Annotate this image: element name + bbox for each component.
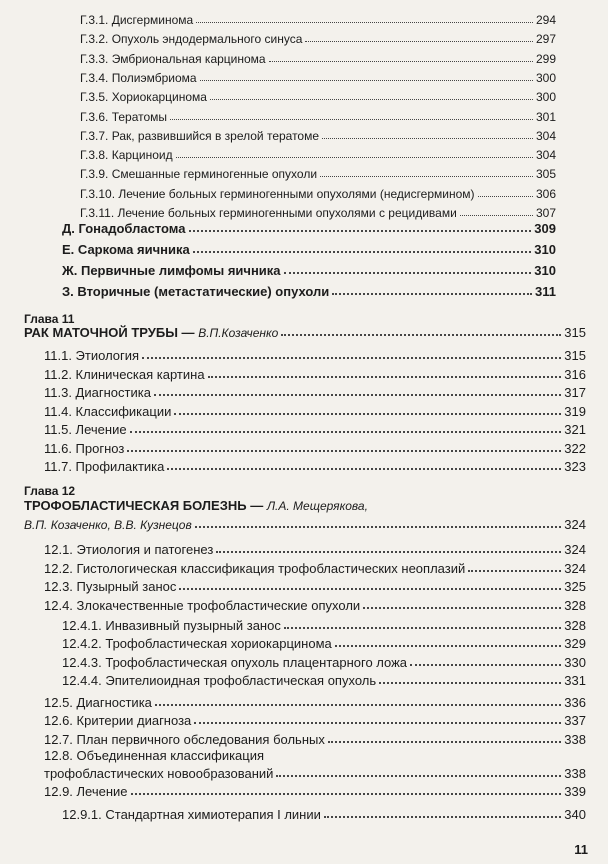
dot-leader bbox=[130, 431, 562, 433]
toc-entry-page: 322 bbox=[564, 440, 586, 456]
toc-entry bbox=[44, 599, 586, 612]
toc-entry bbox=[44, 460, 586, 473]
chapter-11-label: Глава 11 bbox=[24, 312, 75, 326]
dot-leader bbox=[320, 176, 533, 177]
toc-entry-title: 11.3. Диагностика bbox=[44, 385, 151, 400]
dot-leader bbox=[200, 80, 533, 81]
toc-entry-page: 299 bbox=[535, 51, 556, 66]
toc-entry-title: 12.5. Диагностика bbox=[44, 695, 152, 710]
dot-leader bbox=[208, 376, 562, 378]
dot-leader bbox=[305, 41, 533, 42]
toc-entry-title: 11.1. Этиология bbox=[44, 348, 140, 363]
section-12-9: 12.9. Лечение 339 bbox=[44, 784, 586, 799]
chapter-12-title-row bbox=[24, 518, 586, 531]
toc-entry-page: 310 bbox=[534, 263, 556, 278]
dot-leader bbox=[284, 272, 532, 274]
toc-entry-page: 301 bbox=[535, 109, 556, 124]
chapter-12-title-line bbox=[24, 499, 368, 512]
toc-entry-page: 297 bbox=[535, 32, 556, 47]
dot-leader bbox=[328, 741, 561, 743]
toc-entry bbox=[44, 349, 586, 362]
toc-entry-title: 12.1. Этиология и патогенез bbox=[44, 542, 214, 557]
toc-entry-title: Г.3.6. Тератомы bbox=[80, 109, 168, 124]
toc-entry-page: 306 bbox=[535, 186, 556, 201]
toc-entry-page: 324 bbox=[564, 542, 586, 557]
dot-leader bbox=[335, 645, 562, 647]
toc-entry-title: Д. Гонадобластома bbox=[62, 221, 186, 236]
page-number: 11 bbox=[574, 842, 588, 857]
toc-entry-title: Е. Саркома яичника bbox=[62, 242, 190, 257]
chapter-11-title: РАК МАТОЧНОЙ ТРУБЫ — bbox=[24, 325, 195, 340]
toc-entry bbox=[62, 243, 556, 256]
toc-entry-page: 336 bbox=[564, 695, 586, 710]
toc-entry bbox=[44, 562, 586, 575]
toc-entry-title: Г.3.10. Лечение больных герминогенными опухолями (недисгермином) bbox=[80, 186, 475, 201]
chapter-12-title: ТРОФОБЛАСТИЧЕСКАЯ БОЛЕЗНЬ — bbox=[24, 498, 264, 513]
toc-entry bbox=[80, 14, 556, 26]
toc-entry bbox=[44, 543, 586, 556]
dot-leader bbox=[324, 816, 561, 818]
toc-entry-page: 311 bbox=[535, 284, 556, 299]
dot-leader bbox=[127, 450, 561, 452]
dot-leader bbox=[193, 251, 532, 253]
dot-leader bbox=[410, 664, 561, 666]
dot-leader bbox=[379, 682, 561, 684]
toc-entry-page: 329 bbox=[564, 636, 586, 652]
dot-leader bbox=[322, 138, 533, 139]
toc-entry bbox=[44, 368, 586, 381]
toc-entry bbox=[62, 637, 586, 650]
toc-entry-page: 300 bbox=[535, 90, 556, 105]
toc-entry-page: 294 bbox=[535, 13, 556, 27]
toc-entry-title: 12.2. Гистологическая классификация трофобластических неоплазий bbox=[44, 560, 466, 576]
toc-entry bbox=[44, 405, 586, 418]
dot-leader bbox=[460, 215, 533, 216]
toc-entry bbox=[80, 91, 556, 103]
dot-leader bbox=[170, 119, 533, 120]
toc-entry-title: Г.3.4. Полиэмбриома bbox=[80, 70, 197, 85]
toc-entry-title: Г.3.5. Хориокарцинома bbox=[80, 90, 207, 105]
toc-entry-title: 12.4. Злокачественные трофобластические опухоли bbox=[44, 597, 361, 613]
toc-entry bbox=[80, 111, 556, 123]
toc-entry-title: Г.3.2. Опухоль эндодермального синуса bbox=[80, 32, 303, 47]
toc-entry bbox=[44, 580, 586, 593]
toc-entry-page: 315 bbox=[564, 348, 586, 363]
dot-leader bbox=[281, 334, 561, 336]
dot-leader bbox=[195, 526, 562, 528]
toc-entry bbox=[80, 130, 556, 142]
dot-leader bbox=[478, 196, 533, 197]
toc-entry-page: 319 bbox=[564, 403, 586, 419]
toc-entry-title: Г.3.11. Лечение больных герминогенными опухолями с рецидивами bbox=[80, 206, 457, 220]
chapter-12-author-1: Л.А. Мещерякова, bbox=[266, 499, 368, 513]
chapter-11-author: В.П.Козаченко bbox=[198, 326, 279, 340]
toc-entry-title: З. Вторичные (метастатические) опухоли bbox=[62, 284, 330, 299]
toc-entry-page: 321 bbox=[564, 422, 586, 437]
toc-entry-page: 310 bbox=[534, 242, 556, 257]
toc-entry-page: 323 bbox=[564, 459, 586, 474]
toc-entry-page: 337 bbox=[564, 713, 586, 729]
toc-entry bbox=[62, 656, 586, 669]
toc-entry bbox=[44, 696, 586, 709]
toc-entry-title: 12.7. План первичного обследования больных bbox=[44, 731, 325, 747]
toc-entry-page: 305 bbox=[535, 167, 556, 182]
toc-entry bbox=[62, 674, 586, 687]
dot-leader bbox=[176, 157, 533, 158]
toc-entry-title: Г.3.9. Смешанные герминогенные опухоли bbox=[80, 167, 318, 182]
toc-entry-title: Ж. Первичные лимфомы яичника bbox=[62, 263, 281, 278]
chapter-12-page: 324 bbox=[564, 517, 586, 532]
dot-leader bbox=[332, 293, 532, 295]
toc-entry-page: 304 bbox=[535, 148, 556, 163]
toc-entry bbox=[44, 733, 586, 746]
dot-leader bbox=[189, 230, 532, 232]
chapter-11-page: 315 bbox=[564, 325, 586, 340]
toc-entry-title: Г.3.3. Эмбриональная карцинома bbox=[80, 51, 266, 66]
dot-leader bbox=[131, 793, 562, 795]
dot-leader bbox=[179, 588, 561, 590]
dot-leader bbox=[210, 99, 533, 100]
toc-entry-title: Г.3.7. Рак, развившийся в зрелой тератоме bbox=[80, 128, 320, 143]
subsection-12-9-1: 12.9.1. Стандартная химиотерапия I линии 340 bbox=[62, 807, 586, 822]
toc-entry bbox=[80, 149, 556, 161]
toc-entry-title: 11.5. Лечение bbox=[44, 422, 127, 437]
dot-leader bbox=[284, 627, 561, 629]
toc-entry-title: 11.7. Профилактика bbox=[44, 459, 165, 474]
section-12-8-line-2: трофобластических новообразований 338 bbox=[44, 766, 586, 781]
toc-entry bbox=[80, 33, 556, 45]
toc-entry bbox=[80, 188, 556, 200]
toc-entry-title: 12.4.2. Трофобластическая хориокарцинома bbox=[62, 636, 332, 652]
toc-entry-page: 324 bbox=[564, 560, 586, 576]
dot-leader bbox=[269, 61, 533, 62]
toc-entry bbox=[62, 264, 556, 277]
toc-entry bbox=[62, 619, 586, 632]
toc-entry-page: 317 bbox=[564, 385, 586, 400]
toc-entry bbox=[80, 168, 556, 180]
toc-entry-title: 12.4.4. Эпителиоидная трофобластическая опухоль bbox=[62, 672, 377, 688]
toc-entry-page: 307 bbox=[535, 206, 556, 220]
toc-entry-page: 331 bbox=[564, 672, 586, 688]
toc-entry bbox=[44, 442, 586, 455]
toc-entry-title: 11.4. Классификации bbox=[44, 403, 172, 419]
toc-entry-page: 328 bbox=[564, 618, 586, 633]
toc-entry bbox=[44, 423, 586, 436]
toc-entry-page: 330 bbox=[564, 654, 586, 670]
toc-entry-title: Г.3.1. Дисгерминома bbox=[80, 13, 194, 27]
toc-entry-page: 328 bbox=[564, 597, 586, 613]
chapter-12-author-2: В.П. Козаченко, В.В. Кузнецов bbox=[24, 518, 192, 532]
toc-entry bbox=[62, 285, 556, 298]
chapter-12-label: Глава 12 bbox=[24, 484, 76, 498]
chapter-11-title-row bbox=[24, 326, 586, 339]
dot-leader bbox=[167, 468, 561, 470]
dot-leader bbox=[194, 722, 561, 724]
dot-leader bbox=[468, 570, 561, 572]
toc-entry-title: 12.4.3. Трофобластическая опухоль плацентарного ложа bbox=[62, 654, 408, 670]
toc-entry-title: 12.3. Пузырный занос bbox=[44, 579, 177, 594]
toc-entry-title: 11.2. Клиническая картина bbox=[44, 366, 205, 382]
section-12-8-line-1: 12.8. Объединенная классификация bbox=[44, 748, 265, 763]
dot-leader bbox=[154, 394, 561, 396]
toc-entry bbox=[80, 72, 556, 84]
toc-entry-title: 12.4.1. Инвазивный пузырный занос bbox=[62, 618, 281, 633]
dot-leader bbox=[155, 704, 561, 706]
toc-entry-page: 304 bbox=[535, 128, 556, 143]
dot-leader bbox=[174, 413, 561, 415]
dot-leader bbox=[276, 775, 561, 777]
toc-entry bbox=[80, 53, 556, 65]
dot-leader bbox=[196, 22, 533, 23]
toc-entry bbox=[62, 222, 556, 235]
toc-entry-page: 316 bbox=[564, 366, 586, 382]
toc-entry-page: 325 bbox=[564, 579, 586, 594]
toc-entry bbox=[80, 207, 556, 219]
toc-entry-title: Г.3.8. Карциноид bbox=[80, 148, 173, 163]
toc-entry-page: 338 bbox=[564, 731, 586, 747]
toc-entry-page: 309 bbox=[534, 221, 556, 236]
toc-entry bbox=[44, 386, 586, 399]
toc-entry-page: 300 bbox=[535, 70, 556, 85]
toc-entry-title: 11.6. Прогноз bbox=[44, 440, 125, 456]
toc-entry bbox=[44, 714, 586, 727]
toc-entry-title: 12.6. Критерии диагноза bbox=[44, 713, 192, 729]
dot-leader bbox=[363, 607, 561, 609]
dot-leader bbox=[142, 357, 561, 359]
dot-leader bbox=[216, 551, 561, 553]
